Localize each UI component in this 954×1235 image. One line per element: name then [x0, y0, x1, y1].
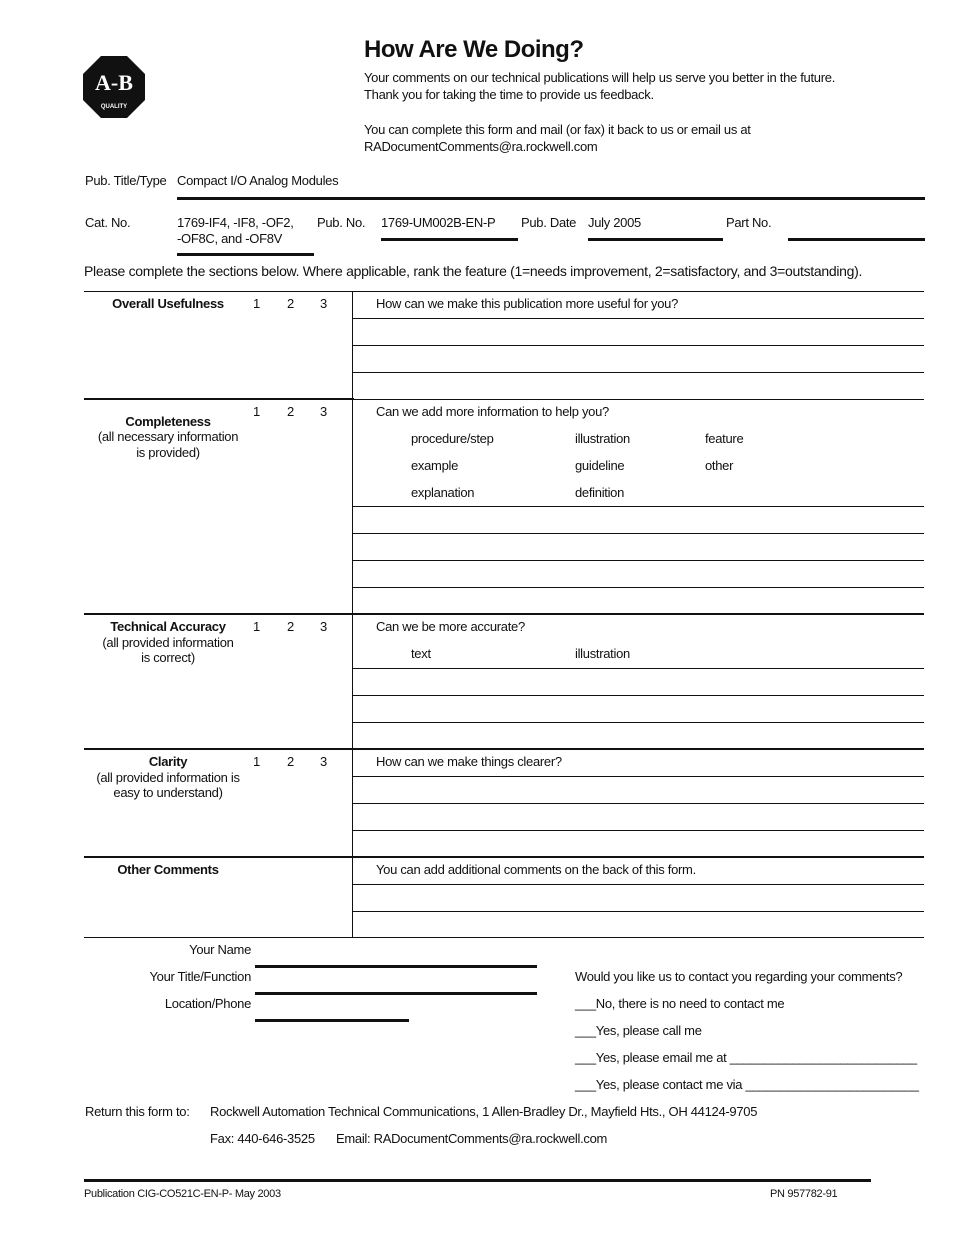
your-title-label: Your Title/Function: [149, 969, 251, 984]
completeness-line-1[interactable]: [353, 506, 924, 507]
other-question: You can add additional comments on the back of this form.: [376, 862, 696, 877]
clarity-line-3[interactable]: [353, 830, 924, 831]
completeness-title: Completeness: [125, 414, 211, 429]
completeness-rating-2[interactable]: 2: [287, 404, 294, 419]
pub-no-label: Pub. No.: [317, 215, 366, 230]
return-email[interactable]: Email: RADocumentComments@ra.rockwell.com: [336, 1131, 608, 1146]
completeness-sub-2: is provided): [136, 445, 200, 460]
your-title-field[interactable]: [255, 992, 537, 995]
completeness-sub-1: (all necessary information: [97, 429, 239, 444]
intro-email[interactable]: RADocumentComments@ra.rockwell.com: [364, 139, 598, 154]
return-address: Rockwell Automation Technical Communications, 1 Allen-Bradley Dr., Mayfield Hts., OH 44124-9705: [210, 1104, 758, 1119]
ab-logo-icon: [83, 56, 145, 118]
your-name-field[interactable]: [255, 965, 537, 968]
pub-date-value[interactable]: July 2005: [588, 215, 641, 230]
table-top-border: [84, 291, 924, 292]
option-guideline[interactable]: guideline: [575, 458, 625, 473]
other-line-1[interactable]: [353, 884, 924, 885]
usefulness-line-4: [353, 399, 924, 400]
footer-publication: Publication CIG-CO521C-EN-P- May 2003: [84, 1188, 281, 1200]
pub-no-underline: [381, 238, 518, 241]
usefulness-question: How can we make this publication more useful for you?: [376, 296, 679, 311]
usefulness-rating-1[interactable]: 1: [253, 296, 260, 311]
part-no-label: Part No.: [726, 215, 772, 230]
clarity-question: How can we make things clearer?: [376, 754, 562, 769]
intro-line-3: You can complete this form and mail (or fax) it back to us or email us at: [364, 122, 751, 137]
option-text[interactable]: text: [411, 646, 431, 661]
cat-no-underline: [177, 253, 314, 256]
completeness-rating-1[interactable]: 1: [253, 404, 260, 419]
completeness-line-4[interactable]: [353, 587, 924, 588]
pub-title-underline: [177, 197, 925, 200]
usefulness-rating-2[interactable]: 2: [287, 296, 294, 311]
cat-no-value-2[interactable]: -OF8C, and -OF8V: [177, 231, 283, 246]
return-label: Return this form to:: [85, 1104, 190, 1119]
contact-option-via[interactable]: ___Yes, please contact me via _________________________: [575, 1077, 919, 1092]
accuracy-rating-2[interactable]: 2: [287, 619, 294, 634]
part-no-underline: [788, 238, 925, 241]
other-title: Other Comments: [117, 862, 219, 877]
completeness-question: Can we add more information to help you?: [376, 404, 609, 419]
option-explanation[interactable]: explanation: [411, 485, 475, 500]
accuracy-question: Can we be more accurate?: [376, 619, 525, 634]
pub-date-label: Pub. Date: [521, 215, 577, 230]
completeness-line-3[interactable]: [353, 560, 924, 561]
cat-no-label: Cat. No.: [85, 215, 131, 230]
completeness-rating-3[interactable]: 3: [320, 404, 327, 419]
option-illustration[interactable]: illustration: [575, 431, 630, 446]
accuracy-sub-2: is correct): [141, 650, 195, 665]
return-fax: Fax: 440-646-3525: [210, 1131, 315, 1146]
accuracy-line-3[interactable]: [353, 722, 924, 723]
other-line-2[interactable]: [353, 911, 924, 912]
clarity-sub-1: (all provided information is: [96, 770, 240, 785]
instructions-text: Please complete the sections below. Where applicable, rank the feature (1=needs improvement, 2=satisfactory, and 3=outstanding).: [84, 263, 863, 279]
section-divider-4: [84, 856, 924, 858]
pub-title-value[interactable]: Compact I/O Analog Modules: [177, 173, 339, 188]
clarity-sub-2: easy to understand): [113, 785, 223, 800]
accuracy-rating-3[interactable]: 3: [320, 619, 327, 634]
logo-subtext: QUALITY: [100, 104, 128, 110]
contact-option-no[interactable]: ___No, there is no need to contact me: [575, 996, 785, 1011]
section-divider-2: [84, 613, 924, 615]
logo-text: A-B: [95, 70, 133, 95]
footer-rule: [84, 1179, 871, 1182]
section-divider-1: [84, 398, 354, 400]
usefulness-line-2[interactable]: [353, 345, 924, 346]
accuracy-line-2[interactable]: [353, 695, 924, 696]
option-procedure-step[interactable]: procedure/step: [411, 431, 494, 446]
clarity-line-1[interactable]: [353, 776, 924, 777]
accuracy-rating-1[interactable]: 1: [253, 619, 260, 634]
cat-no-value-1[interactable]: 1769-IF4, -IF8, -OF2,: [177, 215, 294, 230]
option-other[interactable]: other: [705, 458, 734, 473]
your-name-label: Your Name: [189, 942, 251, 957]
option-definition[interactable]: definition: [575, 485, 625, 500]
intro-line-1: Your comments on our technical publications will help us serve you better in the future.: [364, 70, 836, 85]
pub-no-value[interactable]: 1769-UM002B-EN-P: [381, 215, 496, 230]
clarity-rating-3[interactable]: 3: [320, 754, 327, 769]
clarity-title: Clarity: [148, 754, 188, 769]
contact-option-call[interactable]: ___Yes, please call me: [575, 1023, 702, 1038]
option-accuracy-illustration[interactable]: illustration: [575, 646, 630, 661]
pub-date-underline: [588, 238, 723, 241]
location-phone-label: Location/Phone: [164, 996, 251, 1011]
option-example[interactable]: example: [411, 458, 459, 473]
page-title: How Are We Doing?: [364, 36, 584, 63]
intro-line-2: Thank you for taking the time to provide us feedback.: [364, 87, 654, 102]
clarity-rating-1[interactable]: 1: [253, 754, 260, 769]
option-feature[interactable]: feature: [705, 431, 744, 446]
section-divider-3: [84, 748, 924, 750]
ab-logo: [83, 56, 145, 118]
pub-title-label: Pub. Title/Type: [85, 173, 167, 188]
accuracy-title: Technical Accuracy: [110, 619, 226, 634]
contact-option-email[interactable]: ___Yes, please email me at ___________________________: [575, 1050, 917, 1065]
usefulness-line-1[interactable]: [353, 318, 924, 319]
usefulness-rating-3[interactable]: 3: [320, 296, 327, 311]
accuracy-sub-1: (all provided information: [102, 635, 234, 650]
usefulness-line-3[interactable]: [353, 372, 924, 373]
clarity-line-2[interactable]: [353, 803, 924, 804]
clarity-rating-2[interactable]: 2: [287, 754, 294, 769]
table-bottom-border: [84, 937, 924, 938]
usefulness-title: Overall Usefulness: [112, 296, 224, 311]
contact-question: Would you like us to contact you regarding your comments?: [575, 969, 903, 984]
footer-pn: PN 957782-91: [770, 1188, 838, 1200]
accuracy-line-1[interactable]: [353, 668, 924, 669]
completeness-line-2[interactable]: [353, 533, 924, 534]
location-phone-field[interactable]: [255, 1019, 409, 1022]
